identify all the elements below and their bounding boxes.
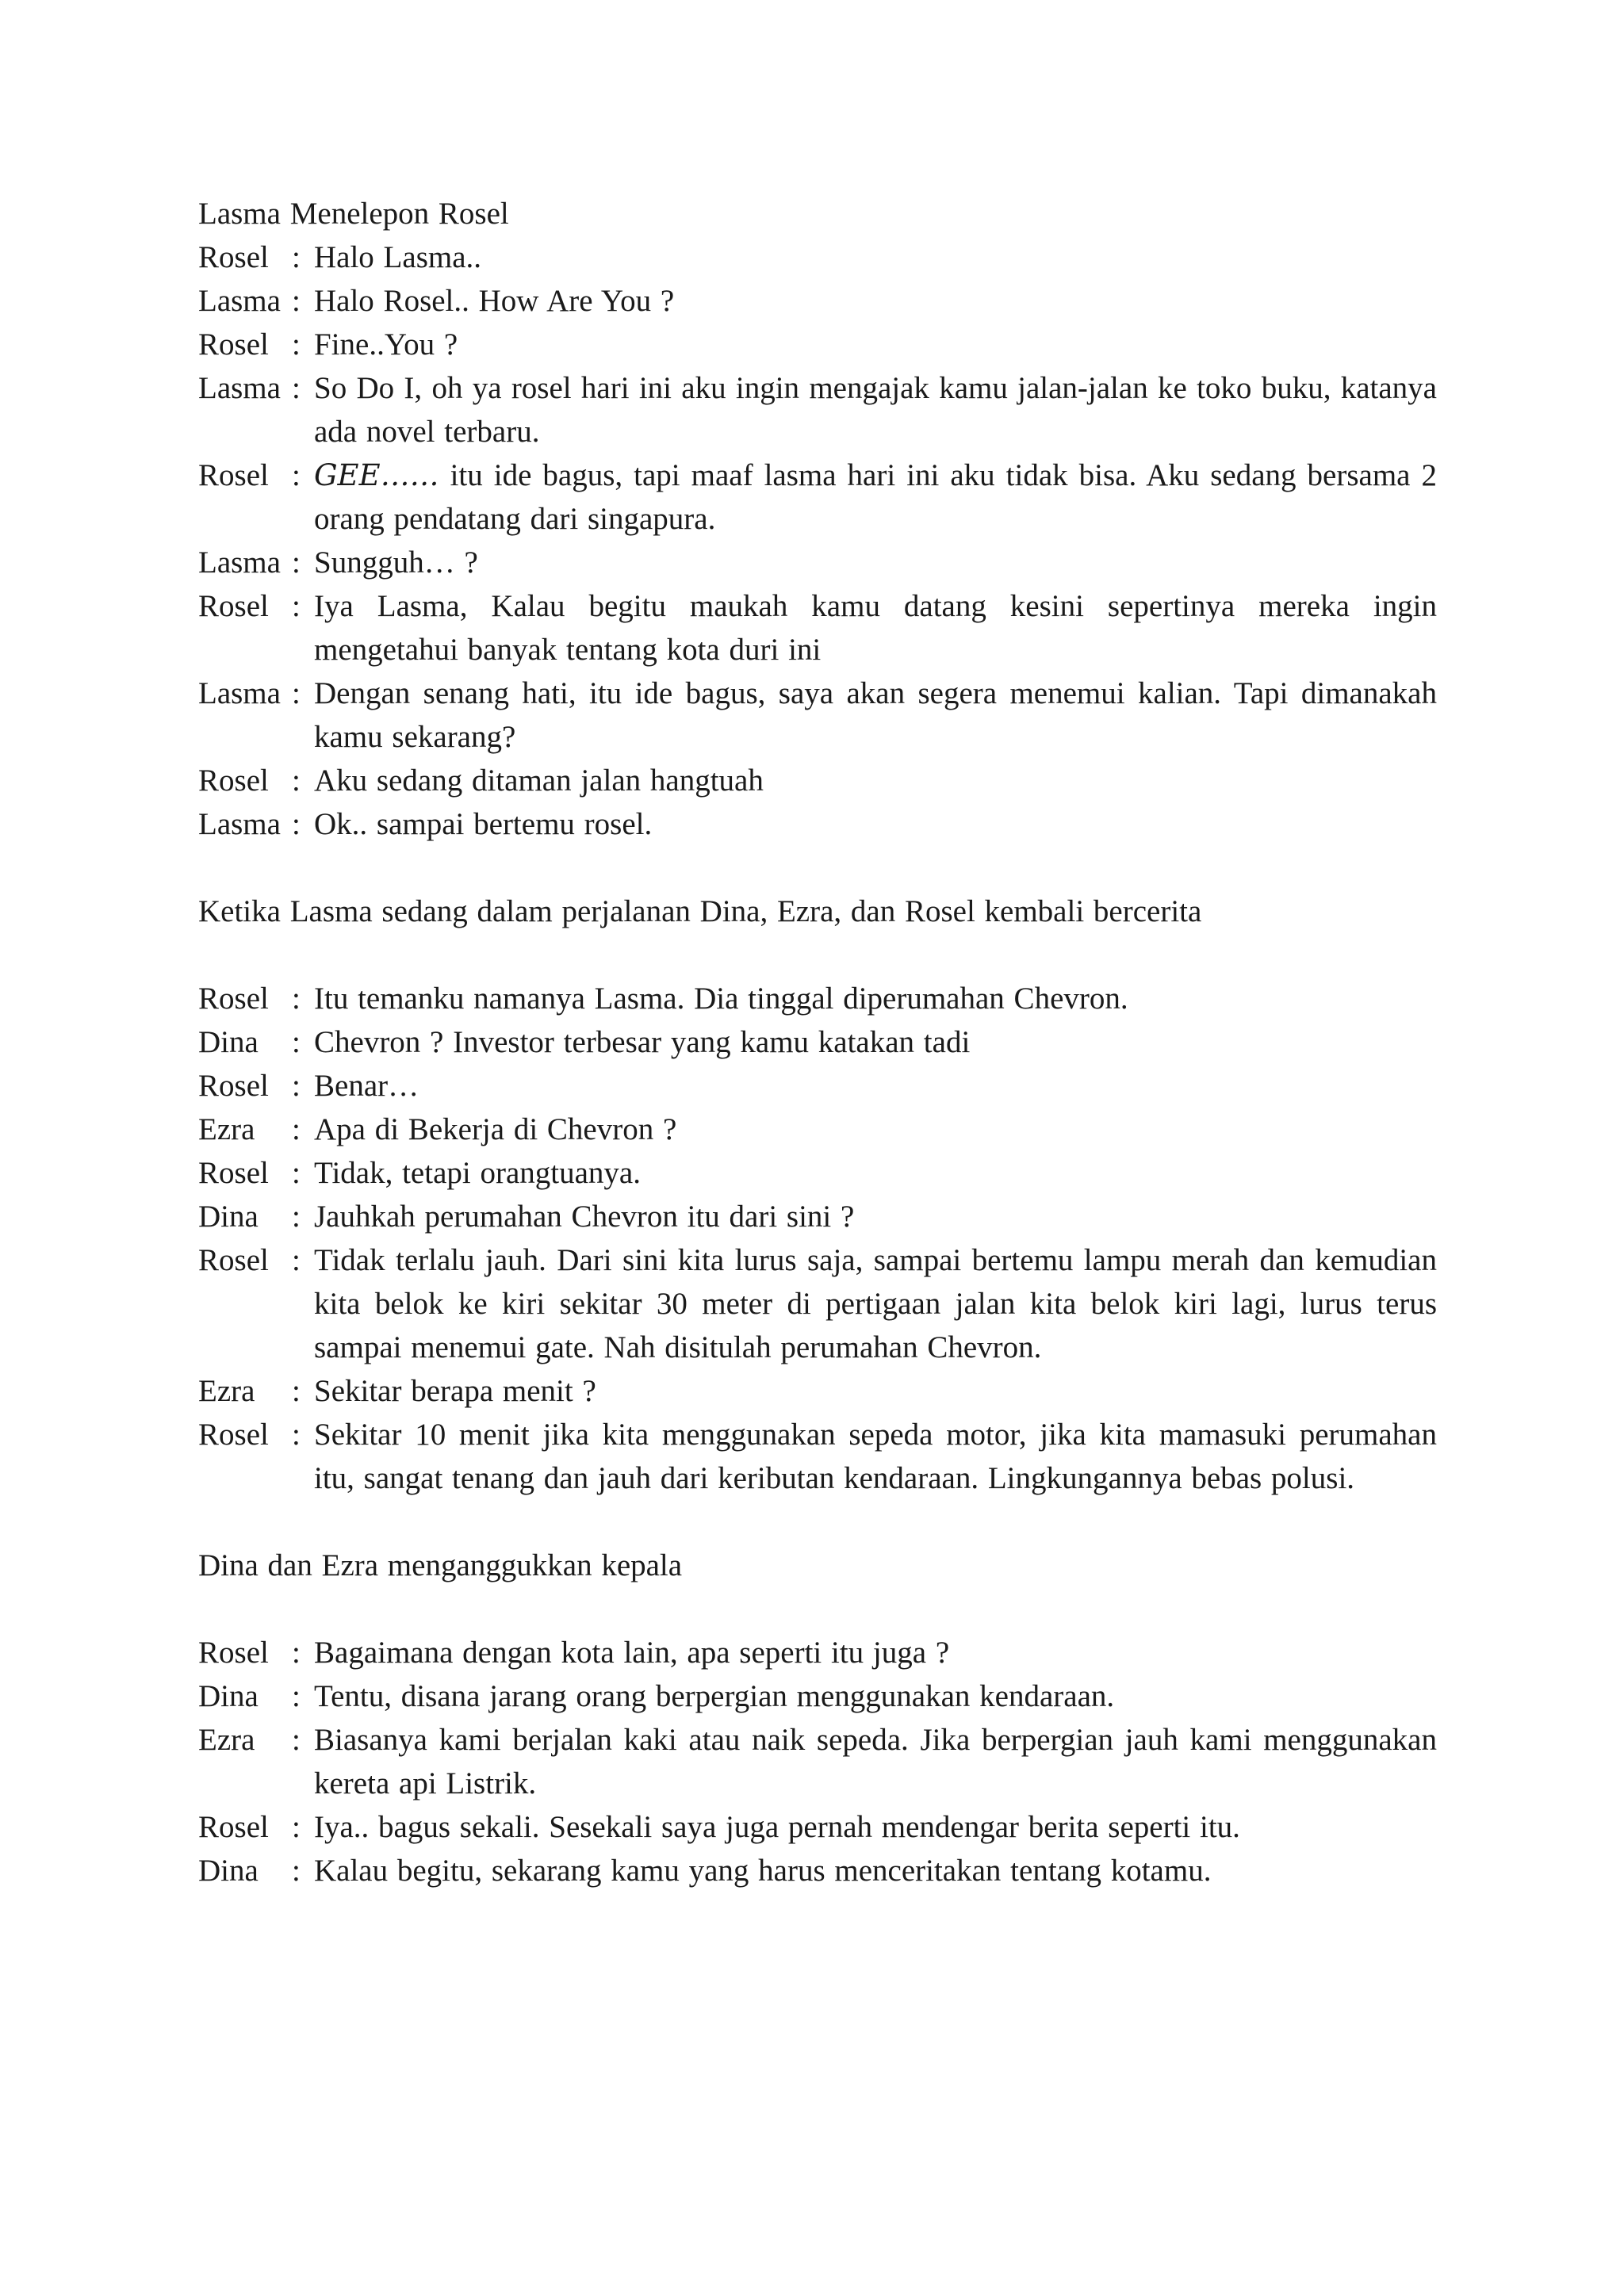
utterance-text: Dengan senang hati, itu ide bagus, saya akan segera menemui kalian. Tapi dimanakah kamu sekarang? xyxy=(314,676,1437,754)
speaker-name: Ezra xyxy=(198,1723,255,1757)
utterance-text: Halo Lasma.. xyxy=(314,240,482,274)
speaker-name: Lasma xyxy=(198,545,281,580)
speaker-name: Lasma xyxy=(198,676,281,710)
colon-separator: : xyxy=(292,284,301,318)
dialog-line xyxy=(198,1064,1437,1108)
speaker-name: Lasma xyxy=(198,284,281,318)
paragraph-spacer xyxy=(198,1500,1437,1544)
speaker-name: Dina xyxy=(198,1679,259,1713)
dialog-line xyxy=(198,1108,1437,1151)
utterance-text: So Do I, oh ya rosel hari ini aku ingin mengajak kamu jalan-jalan ke toko buku, katanya ada novel terbaru. xyxy=(314,371,1437,449)
paragraph-spacer xyxy=(198,846,1437,890)
speaker-name: Dina xyxy=(198,1854,259,1888)
utterance-text: Halo Rosel.. How Are You ? xyxy=(314,284,675,318)
utterance-text: Fine..You ? xyxy=(314,327,458,362)
utterance-text: Sungguh… ? xyxy=(314,545,478,580)
dialog-line xyxy=(198,1238,1437,1369)
utterance-text: Bagaimana dengan kota lain, apa seperti itu juga ? xyxy=(314,1636,950,1670)
dialog-line xyxy=(198,1674,1437,1718)
speaker-name: Rosel xyxy=(198,1069,269,1103)
colon-separator: : xyxy=(292,807,301,841)
utterance-text: Apa di Bekerja di Chevron ? xyxy=(314,1112,677,1146)
colon-separator: : xyxy=(292,458,301,492)
dialog-line xyxy=(198,541,1437,584)
colon-separator: : xyxy=(292,1418,301,1452)
colon-separator: : xyxy=(292,1723,301,1757)
dialog-line xyxy=(198,323,1437,366)
speaker-name: Rosel xyxy=(198,1636,269,1670)
utterance-text: Chevron ? Investor terbesar yang kamu katakan tadi xyxy=(314,1025,971,1059)
utterance-text: Sekitar berapa menit ? xyxy=(314,1374,596,1408)
utterance-text: Aku sedang ditaman jalan hangtuah xyxy=(314,763,764,798)
colon-separator: : xyxy=(292,1112,301,1146)
dialog-line xyxy=(198,759,1437,802)
colon-separator: : xyxy=(292,1636,301,1670)
speaker-name: Rosel xyxy=(198,982,269,1016)
dialog-line xyxy=(198,366,1437,453)
dialog-block-1 xyxy=(198,235,1437,846)
speaker-name: Rosel xyxy=(198,1810,269,1844)
colon-separator: : xyxy=(292,1854,301,1888)
dialog-line xyxy=(198,453,1437,541)
colon-separator: : xyxy=(292,1200,301,1234)
colon-separator: : xyxy=(292,1069,301,1103)
utterance-text: Itu temanku namanya Lasma. Dia tinggal diperumahan Chevron. xyxy=(314,982,1128,1016)
speaker-name: Rosel xyxy=(198,1156,269,1190)
speaker-name: Dina xyxy=(198,1200,259,1234)
speaker-name: Lasma xyxy=(198,807,281,841)
utterance-text: Biasanya kami berjalan kaki atau naik sepeda. Jika berpergian jauh kami menggunakan kereta api Listrik. xyxy=(314,1723,1437,1800)
colon-separator: : xyxy=(292,327,301,362)
colon-separator: : xyxy=(292,371,301,405)
speaker-name: Rosel xyxy=(198,327,269,362)
utterance-text: Benar… xyxy=(314,1069,419,1103)
dialog-line xyxy=(198,1805,1437,1849)
colon-separator: : xyxy=(292,240,301,274)
utterance-text xyxy=(314,453,1437,541)
speaker-name: Ezra xyxy=(198,1112,255,1146)
colon-separator: : xyxy=(292,982,301,1016)
dialog-line xyxy=(198,977,1437,1020)
utterance-text: Iya.. bagus sekali. Sesekali saya juga pernah mendengar berita seperti itu. xyxy=(314,1810,1240,1844)
scene-heading: Lasma Menelepon Rosel xyxy=(198,197,509,231)
utterance-text: Tidak, tetapi orangtuanya. xyxy=(314,1156,641,1190)
utterance-text: Jauhkah perumahan Chevron itu dari sini ? xyxy=(314,1200,855,1234)
dialog-line xyxy=(198,584,1437,672)
dialog-line xyxy=(198,1631,1437,1674)
colon-separator: : xyxy=(292,1679,301,1713)
utterance-text: Tidak terlalu jauh. Dari sini kita lurus saja, sampai bertemu lampu merah dan kemudian kita belok ke kiri sekitar 30 meter di pertigaan jalan kita belok kiri lagi, lurus terus sampai menemui gate. Nah disitulah perumahan Chevron. xyxy=(314,1243,1437,1364)
dialog-line xyxy=(198,1195,1437,1238)
colon-separator: : xyxy=(292,1374,301,1408)
dialog-line xyxy=(198,235,1437,279)
utterance-continuation: itu ide bagus, tapi maaf lasma hari ini aku tidak bisa. Aku sedang bersama 2 orang pendatang dari singapura. xyxy=(314,458,1437,536)
speaker-name: Rosel xyxy=(198,240,269,274)
colon-separator: : xyxy=(292,545,301,580)
dialog-block-3 xyxy=(198,1631,1437,1892)
dialog-line xyxy=(198,279,1437,323)
exclamation-text: GEE…… xyxy=(314,458,439,492)
colon-separator: : xyxy=(292,763,301,798)
dialog-line xyxy=(198,1151,1437,1195)
dialog-line xyxy=(198,672,1437,759)
utterance-text: Tentu, disana jarang orang berpergian menggunakan kendaraan. xyxy=(314,1679,1115,1713)
colon-separator: : xyxy=(292,1156,301,1190)
speaker-name: Rosel xyxy=(198,1418,269,1452)
speaker-name: Rosel xyxy=(198,458,269,492)
narration: Dina dan Ezra menganggukkan kepala xyxy=(198,1548,683,1582)
dialog-line xyxy=(198,1718,1437,1805)
utterance-text: Ok.. sampai bertemu rosel. xyxy=(314,807,653,841)
paragraph-spacer xyxy=(198,933,1437,977)
dialog-line xyxy=(198,1849,1437,1892)
colon-separator: : xyxy=(292,1243,301,1277)
colon-separator: : xyxy=(292,676,301,710)
dialog-line xyxy=(198,1413,1437,1500)
speaker-name: Ezra xyxy=(198,1374,255,1408)
colon-separator: : xyxy=(292,589,301,623)
dialog-line xyxy=(198,802,1437,846)
speaker-name: Rosel xyxy=(198,763,269,798)
speaker-name: Dina xyxy=(198,1025,259,1059)
utterance-text: Sekitar 10 menit jika kita menggunakan sepeda motor, jika kita mamasuki perumahan itu, sangat tenang dan jauh dari keributan kendaraan. Lingkungannya bebas polusi. xyxy=(314,1418,1437,1495)
colon-separator: : xyxy=(292,1810,301,1844)
dialog-block-2 xyxy=(198,977,1437,1500)
document-page xyxy=(198,192,1437,1892)
narration: Ketika Lasma sedang dalam perjalanan Dina, Ezra, dan Rosel kembali bercerita xyxy=(198,894,1202,928)
dialog-line xyxy=(198,1020,1437,1064)
speaker-name: Lasma xyxy=(198,371,281,405)
utterance-text: Iya Lasma, Kalau begitu maukah kamu datang kesini sepertinya mereka ingin mengetahui banyak tentang kota duri ini xyxy=(314,589,1437,667)
paragraph-spacer xyxy=(198,1587,1437,1631)
utterance-text: Kalau begitu, sekarang kamu yang harus menceritakan tentang kotamu. xyxy=(314,1854,1212,1888)
colon-separator: : xyxy=(292,1025,301,1059)
dialog-line xyxy=(198,1369,1437,1413)
speaker-name: Rosel xyxy=(198,589,269,623)
speaker-name: Rosel xyxy=(198,1243,269,1277)
